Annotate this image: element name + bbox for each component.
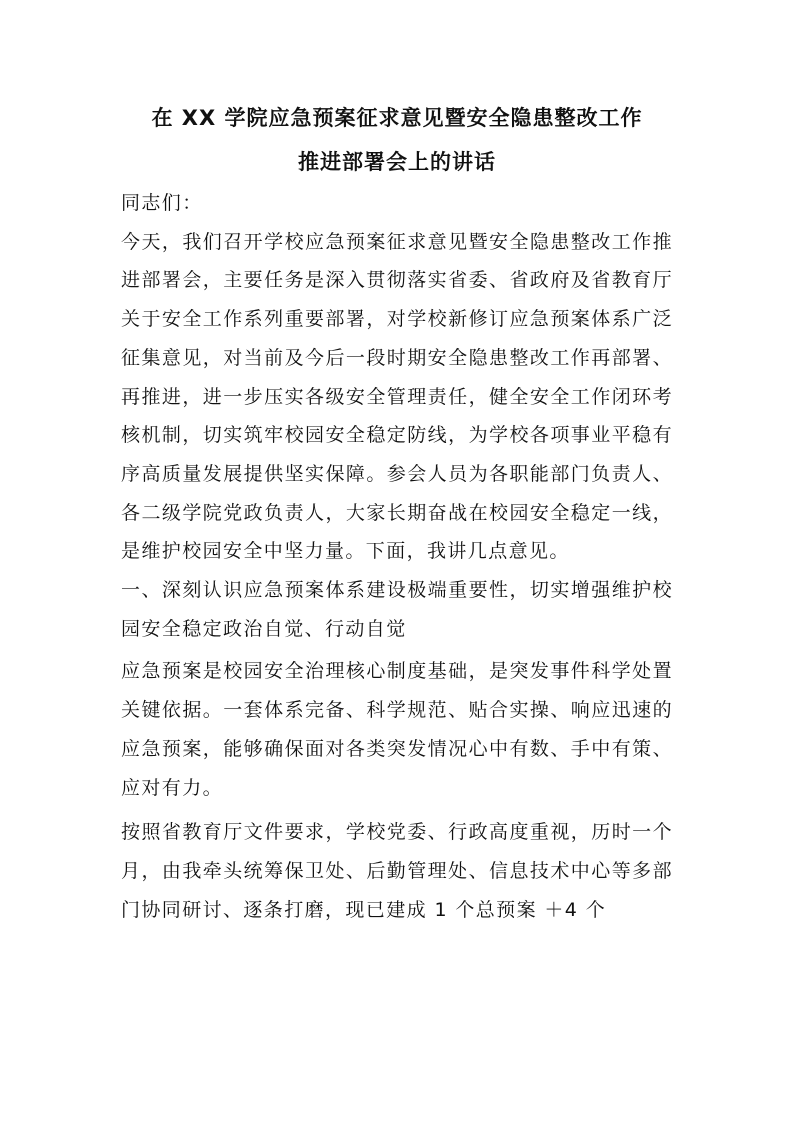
paragraph-intro: 今天，我们召开学校应急预案征求意见暨安全隐患整改工作推进部署会，主要任务是深入贯彻落实省委、省政府及省教育厅关于安全工作系列重要部署，对学校新修订应急预案体系广泛征集意见，对当前及今后一段时期安全隐患整改工作再部署、再推进，进一步压实各级安全管理责任，健全安全工作闭环考核机制，切实筑牢校园安全稳定防线，为学校各项事业平稳有序高质量发展提供坚实保障。参会人员为各职能部门负责人、各二级学院党政负责人，大家长期奋战在校园安全稳定一线，是维护校园安全中坚力量。下面，我讲几点意见。 <box>121 230 673 563</box>
paragraph-plan-progress: 按照省教育厅文件要求，学校党委、行政高度重视，历时一个月，由我牵头统筹保卫处、后勤管理处、信息技术中心等多部门协同研讨、逐条打磨，现已建成 1 个总预案 ＋4 个 <box>121 821 673 921</box>
section-heading-1: 一、深刻认识应急预案体系建设极端重要性，切实增强维护校园安全稳定政治自觉、行动自觉 <box>121 579 673 640</box>
salutation: 同志们： <box>121 192 203 214</box>
title-line-1: 在 XX 学院应急预案征求意见暨安全隐患整改工作 <box>151 106 643 130</box>
paragraph-plan-importance: 应急预案是校园安全治理核心制度基础，是突发事件科学处置关键依据。一套体系完备、科学规范、贴合实操、响应迅速的应急预案，能够确保面对各类突发情况心中有数、手中有策、应对有力。 <box>121 660 673 799</box>
document-title <box>121 96 673 184</box>
title-line-2: 推进部署会上的讲话 <box>298 150 496 174</box>
document-page <box>121 96 673 929</box>
